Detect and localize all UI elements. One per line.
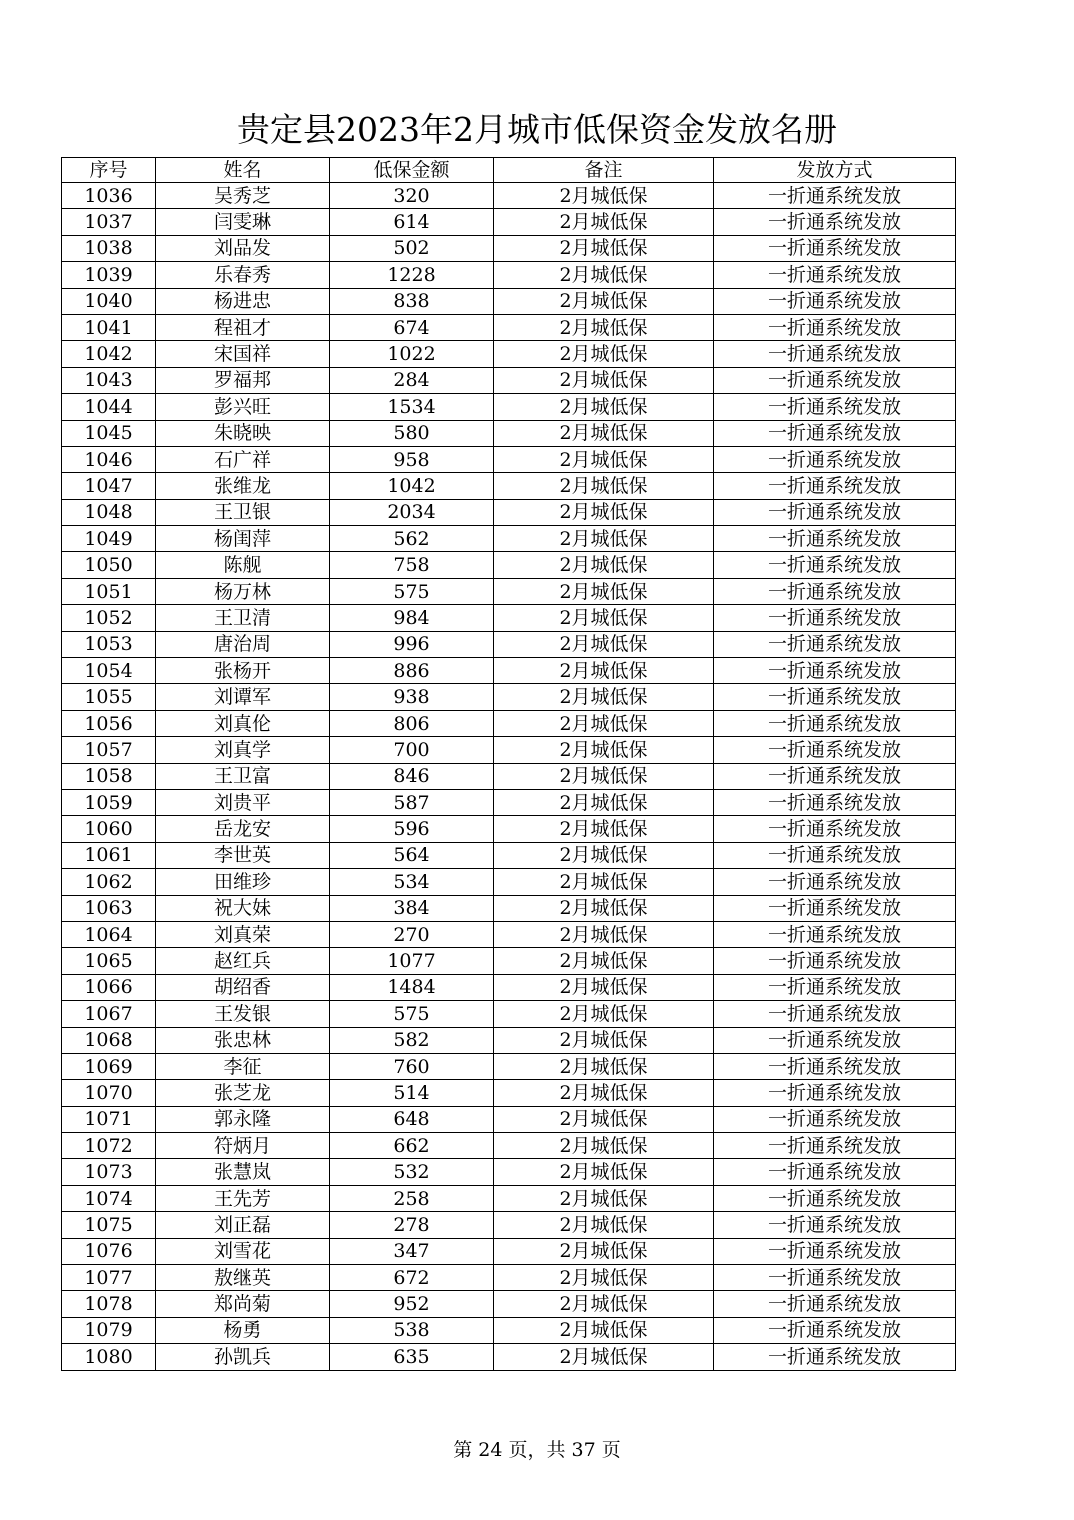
- cell-remark: 2月城低保: [494, 314, 714, 340]
- cell-method: 一折通系统发放: [714, 420, 956, 446]
- cell-name: 王发银: [156, 1001, 330, 1027]
- table-row: [62, 816, 956, 842]
- cell-index: 1046: [62, 446, 156, 472]
- cell-index: 1063: [62, 895, 156, 921]
- cell-amount: 806: [330, 710, 494, 736]
- table-row: [62, 763, 956, 789]
- cell-amount: 384: [330, 895, 494, 921]
- table-row: [62, 341, 956, 367]
- table-row: [62, 183, 956, 209]
- cell-amount: 502: [330, 235, 494, 261]
- cell-method: 一折通系统发放: [714, 1053, 956, 1079]
- table-row: [62, 288, 956, 314]
- cell-index: 1066: [62, 974, 156, 1000]
- cell-name: 符炳月: [156, 1133, 330, 1159]
- cell-amount: 758: [330, 552, 494, 578]
- cell-remark: 2月城低保: [494, 1159, 714, 1185]
- cell-remark: 2月城低保: [494, 974, 714, 1000]
- cell-amount: 596: [330, 816, 494, 842]
- cell-remark: 2月城低保: [494, 446, 714, 472]
- cell-index: 1055: [62, 684, 156, 710]
- cell-name: 王卫富: [156, 763, 330, 789]
- cell-method: 一折通系统发放: [714, 314, 956, 340]
- cell-index: 1079: [62, 1317, 156, 1343]
- cell-index: 1062: [62, 869, 156, 895]
- cell-remark: 2月城低保: [494, 1265, 714, 1291]
- cell-name: 刘正磊: [156, 1212, 330, 1238]
- cell-remark: 2月城低保: [494, 737, 714, 763]
- cell-method: 一折通系统发放: [714, 1291, 956, 1317]
- cell-remark: 2月城低保: [494, 420, 714, 446]
- cell-amount: 886: [330, 658, 494, 684]
- cell-method: 一折通系统发放: [714, 473, 956, 499]
- cell-name: 吴秀芝: [156, 183, 330, 209]
- cell-amount: 532: [330, 1159, 494, 1185]
- table-row: [62, 842, 956, 868]
- table-row: [62, 367, 956, 393]
- cell-method: 一折通系统发放: [714, 499, 956, 525]
- cell-method: 一折通系统发放: [714, 895, 956, 921]
- table-row: [62, 789, 956, 815]
- cell-remark: 2月城低保: [494, 183, 714, 209]
- cell-method: 一折通系统发放: [714, 1238, 956, 1264]
- table-row: [62, 499, 956, 525]
- cell-index: 1037: [62, 209, 156, 235]
- cell-remark: 2月城低保: [494, 1317, 714, 1343]
- cell-name: 李世英: [156, 842, 330, 868]
- cell-name: 胡绍香: [156, 974, 330, 1000]
- table-row: [62, 578, 956, 604]
- table-row: [62, 446, 956, 472]
- cell-remark: 2月城低保: [494, 578, 714, 604]
- cell-index: 1041: [62, 314, 156, 340]
- table-row: [62, 1001, 956, 1027]
- cell-index: 1052: [62, 605, 156, 631]
- cell-remark: 2月城低保: [494, 658, 714, 684]
- table-row: [62, 658, 956, 684]
- cell-index: 1047: [62, 473, 156, 499]
- cell-amount: 575: [330, 578, 494, 604]
- cell-amount: 2034: [330, 499, 494, 525]
- cell-amount: 984: [330, 605, 494, 631]
- cell-index: 1076: [62, 1238, 156, 1264]
- cell-remark: 2月城低保: [494, 1212, 714, 1238]
- cell-name: 罗福邦: [156, 367, 330, 393]
- cell-remark: 2月城低保: [494, 1291, 714, 1317]
- cell-remark: 2月城低保: [494, 789, 714, 815]
- cell-amount: 582: [330, 1027, 494, 1053]
- column-header-name: 姓名: [156, 158, 330, 183]
- cell-remark: 2月城低保: [494, 1238, 714, 1264]
- cell-amount: 278: [330, 1212, 494, 1238]
- cell-remark: 2月城低保: [494, 631, 714, 657]
- cell-index: 1071: [62, 1106, 156, 1132]
- cell-index: 1044: [62, 394, 156, 420]
- cell-amount: 938: [330, 684, 494, 710]
- cell-amount: 674: [330, 314, 494, 340]
- cell-method: 一折通系统发放: [714, 684, 956, 710]
- cell-index: 1070: [62, 1080, 156, 1106]
- cell-index: 1064: [62, 921, 156, 947]
- cell-method: 一折通系统发放: [714, 921, 956, 947]
- cell-amount: 347: [330, 1238, 494, 1264]
- cell-index: 1078: [62, 1291, 156, 1317]
- cell-method: 一折通系统发放: [714, 1106, 956, 1132]
- cell-name: 王卫清: [156, 605, 330, 631]
- cell-method: 一折通系统发放: [714, 341, 956, 367]
- table-row: [62, 1159, 956, 1185]
- cell-method: 一折通系统发放: [714, 288, 956, 314]
- cell-remark: 2月城低保: [494, 499, 714, 525]
- cell-amount: 258: [330, 1185, 494, 1211]
- cell-amount: 564: [330, 842, 494, 868]
- table-row: [62, 209, 956, 235]
- cell-remark: 2月城低保: [494, 1080, 714, 1106]
- cell-index: 1075: [62, 1212, 156, 1238]
- table-row: [62, 552, 956, 578]
- cell-method: 一折通系统发放: [714, 578, 956, 604]
- cell-name: 彭兴旺: [156, 394, 330, 420]
- cell-method: 一折通系统发放: [714, 1080, 956, 1106]
- cell-method: 一折通系统发放: [714, 1344, 956, 1370]
- table-row: [62, 1080, 956, 1106]
- cell-method: 一折通系统发放: [714, 869, 956, 895]
- cell-name: 刘真学: [156, 737, 330, 763]
- table-row: [62, 1133, 956, 1159]
- table-row: [62, 684, 956, 710]
- cell-name: 郭永隆: [156, 1106, 330, 1132]
- cell-name: 石广祥: [156, 446, 330, 472]
- table-row: [62, 1027, 956, 1053]
- cell-index: 1045: [62, 420, 156, 446]
- cell-name: 张慧岚: [156, 1159, 330, 1185]
- cell-amount: 996: [330, 631, 494, 657]
- cell-method: 一折通系统发放: [714, 816, 956, 842]
- cell-name: 岳龙安: [156, 816, 330, 842]
- cell-index: 1040: [62, 288, 156, 314]
- cell-method: 一折通系统发放: [714, 948, 956, 974]
- cell-method: 一折通系统发放: [714, 605, 956, 631]
- cell-index: 1059: [62, 789, 156, 815]
- cell-remark: 2月城低保: [494, 1185, 714, 1211]
- cell-remark: 2月城低保: [494, 288, 714, 314]
- cell-method: 一折通系统发放: [714, 262, 956, 288]
- cell-method: 一折通系统发放: [714, 658, 956, 684]
- cell-remark: 2月城低保: [494, 262, 714, 288]
- cell-amount: 846: [330, 763, 494, 789]
- table-row: [62, 526, 956, 552]
- cell-name: 祝大妹: [156, 895, 330, 921]
- cell-method: 一折通系统发放: [714, 1317, 956, 1343]
- cell-amount: 538: [330, 1317, 494, 1343]
- cell-name: 杨万林: [156, 578, 330, 604]
- table-row: [62, 1212, 956, 1238]
- cell-amount: 284: [330, 367, 494, 393]
- cell-method: 一折通系统发放: [714, 1185, 956, 1211]
- cell-index: 1043: [62, 367, 156, 393]
- cell-amount: 760: [330, 1053, 494, 1079]
- cell-method: 一折通系统发放: [714, 1027, 956, 1053]
- cell-index: 1061: [62, 842, 156, 868]
- cell-index: 1054: [62, 658, 156, 684]
- cell-index: 1074: [62, 1185, 156, 1211]
- cell-index: 1065: [62, 948, 156, 974]
- cell-method: 一折通系统发放: [714, 1212, 956, 1238]
- cell-name: 郑尚菊: [156, 1291, 330, 1317]
- cell-amount: 614: [330, 209, 494, 235]
- cell-name: 程祖才: [156, 314, 330, 340]
- cell-method: 一折通系统发放: [714, 367, 956, 393]
- table-row: [62, 710, 956, 736]
- table-row: [62, 420, 956, 446]
- cell-method: 一折通系统发放: [714, 394, 956, 420]
- cell-name: 张杨开: [156, 658, 330, 684]
- cell-method: 一折通系统发放: [714, 737, 956, 763]
- cell-amount: 1077: [330, 948, 494, 974]
- cell-index: 1042: [62, 341, 156, 367]
- cell-amount: 700: [330, 737, 494, 763]
- cell-name: 陈舰: [156, 552, 330, 578]
- table-row: [62, 737, 956, 763]
- cell-remark: 2月城低保: [494, 816, 714, 842]
- cell-remark: 2月城低保: [494, 895, 714, 921]
- cell-method: 一折通系统发放: [714, 446, 956, 472]
- cell-remark: 2月城低保: [494, 605, 714, 631]
- cell-method: 一折通系统发放: [714, 763, 956, 789]
- cell-remark: 2月城低保: [494, 209, 714, 235]
- cell-remark: 2月城低保: [494, 1027, 714, 1053]
- cell-amount: 534: [330, 869, 494, 895]
- cell-remark: 2月城低保: [494, 1133, 714, 1159]
- table-row: [62, 1053, 956, 1079]
- cell-amount: 1042: [330, 473, 494, 499]
- cell-name: 王先芳: [156, 1185, 330, 1211]
- cell-name: 刘贵平: [156, 789, 330, 815]
- cell-remark: 2月城低保: [494, 235, 714, 261]
- cell-name: 孙凯兵: [156, 1344, 330, 1370]
- page-title: 贵定县2023年2月城市低保资金发放名册: [237, 110, 837, 149]
- table-body: [62, 183, 956, 1371]
- cell-remark: 2月城低保: [494, 526, 714, 552]
- cell-remark: 2月城低保: [494, 367, 714, 393]
- cell-method: 一折通系统发放: [714, 526, 956, 552]
- table-row: [62, 1291, 956, 1317]
- table-row: [62, 235, 956, 261]
- cell-remark: 2月城低保: [494, 948, 714, 974]
- table-row: [62, 869, 956, 895]
- table-header-row: [62, 158, 956, 183]
- cell-amount: 562: [330, 526, 494, 552]
- cell-name: 刘谭军: [156, 684, 330, 710]
- cell-index: 1036: [62, 183, 156, 209]
- cell-method: 一折通系统发放: [714, 1265, 956, 1291]
- cell-amount: 514: [330, 1080, 494, 1106]
- cell-amount: 1534: [330, 394, 494, 420]
- cell-index: 1048: [62, 499, 156, 525]
- cell-index: 1077: [62, 1265, 156, 1291]
- roster-table: [61, 157, 956, 1371]
- table-row: [62, 948, 956, 974]
- page-footer: 第 24 页，共 37 页: [453, 1439, 621, 1461]
- table-row: [62, 394, 956, 420]
- table-row: [62, 314, 956, 340]
- cell-index: 1050: [62, 552, 156, 578]
- cell-method: 一折通系统发放: [714, 1133, 956, 1159]
- cell-remark: 2月城低保: [494, 1106, 714, 1132]
- cell-amount: 587: [330, 789, 494, 815]
- cell-name: 闫雯琳: [156, 209, 330, 235]
- cell-name: 田维珍: [156, 869, 330, 895]
- cell-name: 刘真荣: [156, 921, 330, 947]
- cell-name: 张忠林: [156, 1027, 330, 1053]
- table-row: [62, 1265, 956, 1291]
- cell-remark: 2月城低保: [494, 341, 714, 367]
- cell-amount: 1484: [330, 974, 494, 1000]
- cell-index: 1057: [62, 737, 156, 763]
- cell-index: 1080: [62, 1344, 156, 1370]
- cell-remark: 2月城低保: [494, 552, 714, 578]
- table-row: [62, 1185, 956, 1211]
- cell-method: 一折通系统发放: [714, 552, 956, 578]
- cell-index: 1039: [62, 262, 156, 288]
- cell-index: 1069: [62, 1053, 156, 1079]
- column-header-amount: 低保金额: [330, 158, 494, 183]
- cell-method: 一折通系统发放: [714, 631, 956, 657]
- cell-name: 刘品发: [156, 235, 330, 261]
- cell-index: 1058: [62, 763, 156, 789]
- cell-amount: 1228: [330, 262, 494, 288]
- cell-name: 敖继英: [156, 1265, 330, 1291]
- cell-amount: 672: [330, 1265, 494, 1291]
- cell-name: 赵红兵: [156, 948, 330, 974]
- table-row: [62, 895, 956, 921]
- cell-remark: 2月城低保: [494, 842, 714, 868]
- column-header-index: 序号: [62, 158, 156, 183]
- cell-remark: 2月城低保: [494, 1053, 714, 1079]
- table-row: [62, 262, 956, 288]
- cell-method: 一折通系统发放: [714, 842, 956, 868]
- cell-name: 朱晓映: [156, 420, 330, 446]
- cell-name: 王卫银: [156, 499, 330, 525]
- cell-remark: 2月城低保: [494, 763, 714, 789]
- cell-amount: 575: [330, 1001, 494, 1027]
- cell-name: 张维龙: [156, 473, 330, 499]
- cell-index: 1068: [62, 1027, 156, 1053]
- cell-remark: 2月城低保: [494, 921, 714, 947]
- table-row: [62, 1317, 956, 1343]
- cell-amount: 320: [330, 183, 494, 209]
- table-row: [62, 1344, 956, 1370]
- cell-name: 杨勇: [156, 1317, 330, 1343]
- cell-name: 张芝龙: [156, 1080, 330, 1106]
- cell-name: 宋国祥: [156, 341, 330, 367]
- cell-index: 1060: [62, 816, 156, 842]
- cell-amount: 662: [330, 1133, 494, 1159]
- table-row: [62, 631, 956, 657]
- cell-method: 一折通系统发放: [714, 710, 956, 736]
- table-row: [62, 1106, 956, 1132]
- cell-method: 一折通系统发放: [714, 1159, 956, 1185]
- cell-remark: 2月城低保: [494, 1001, 714, 1027]
- cell-method: 一折通系统发放: [714, 789, 956, 815]
- cell-name: 杨闺萍: [156, 526, 330, 552]
- table-row: [62, 473, 956, 499]
- cell-index: 1053: [62, 631, 156, 657]
- cell-method: 一折通系统发放: [714, 974, 956, 1000]
- cell-remark: 2月城低保: [494, 710, 714, 736]
- cell-method: 一折通系统发放: [714, 235, 956, 261]
- cell-method: 一折通系统发放: [714, 1001, 956, 1027]
- cell-remark: 2月城低保: [494, 394, 714, 420]
- cell-amount: 635: [330, 1344, 494, 1370]
- cell-amount: 580: [330, 420, 494, 446]
- cell-name: 杨进忠: [156, 288, 330, 314]
- cell-remark: 2月城低保: [494, 869, 714, 895]
- cell-name: 李征: [156, 1053, 330, 1079]
- cell-method: 一折通系统发放: [714, 209, 956, 235]
- column-header-remark: 备注: [494, 158, 714, 183]
- cell-amount: 958: [330, 446, 494, 472]
- cell-index: 1067: [62, 1001, 156, 1027]
- cell-index: 1056: [62, 710, 156, 736]
- cell-name: 刘雪花: [156, 1238, 330, 1264]
- cell-index: 1051: [62, 578, 156, 604]
- table-row: [62, 1238, 956, 1264]
- cell-name: 刘真伦: [156, 710, 330, 736]
- cell-method: 一折通系统发放: [714, 183, 956, 209]
- cell-index: 1038: [62, 235, 156, 261]
- cell-remark: 2月城低保: [494, 1344, 714, 1370]
- table-row: [62, 921, 956, 947]
- column-header-method: 发放方式: [714, 158, 956, 183]
- cell-name: 唐治周: [156, 631, 330, 657]
- table-row: [62, 974, 956, 1000]
- table-row: [62, 605, 956, 631]
- cell-name: 乐春秀: [156, 262, 330, 288]
- cell-amount: 270: [330, 921, 494, 947]
- cell-amount: 952: [330, 1291, 494, 1317]
- cell-index: 1049: [62, 526, 156, 552]
- cell-remark: 2月城低保: [494, 473, 714, 499]
- cell-amount: 838: [330, 288, 494, 314]
- cell-amount: 648: [330, 1106, 494, 1132]
- cell-index: 1072: [62, 1133, 156, 1159]
- cell-amount: 1022: [330, 341, 494, 367]
- cell-index: 1073: [62, 1159, 156, 1185]
- cell-remark: 2月城低保: [494, 684, 714, 710]
